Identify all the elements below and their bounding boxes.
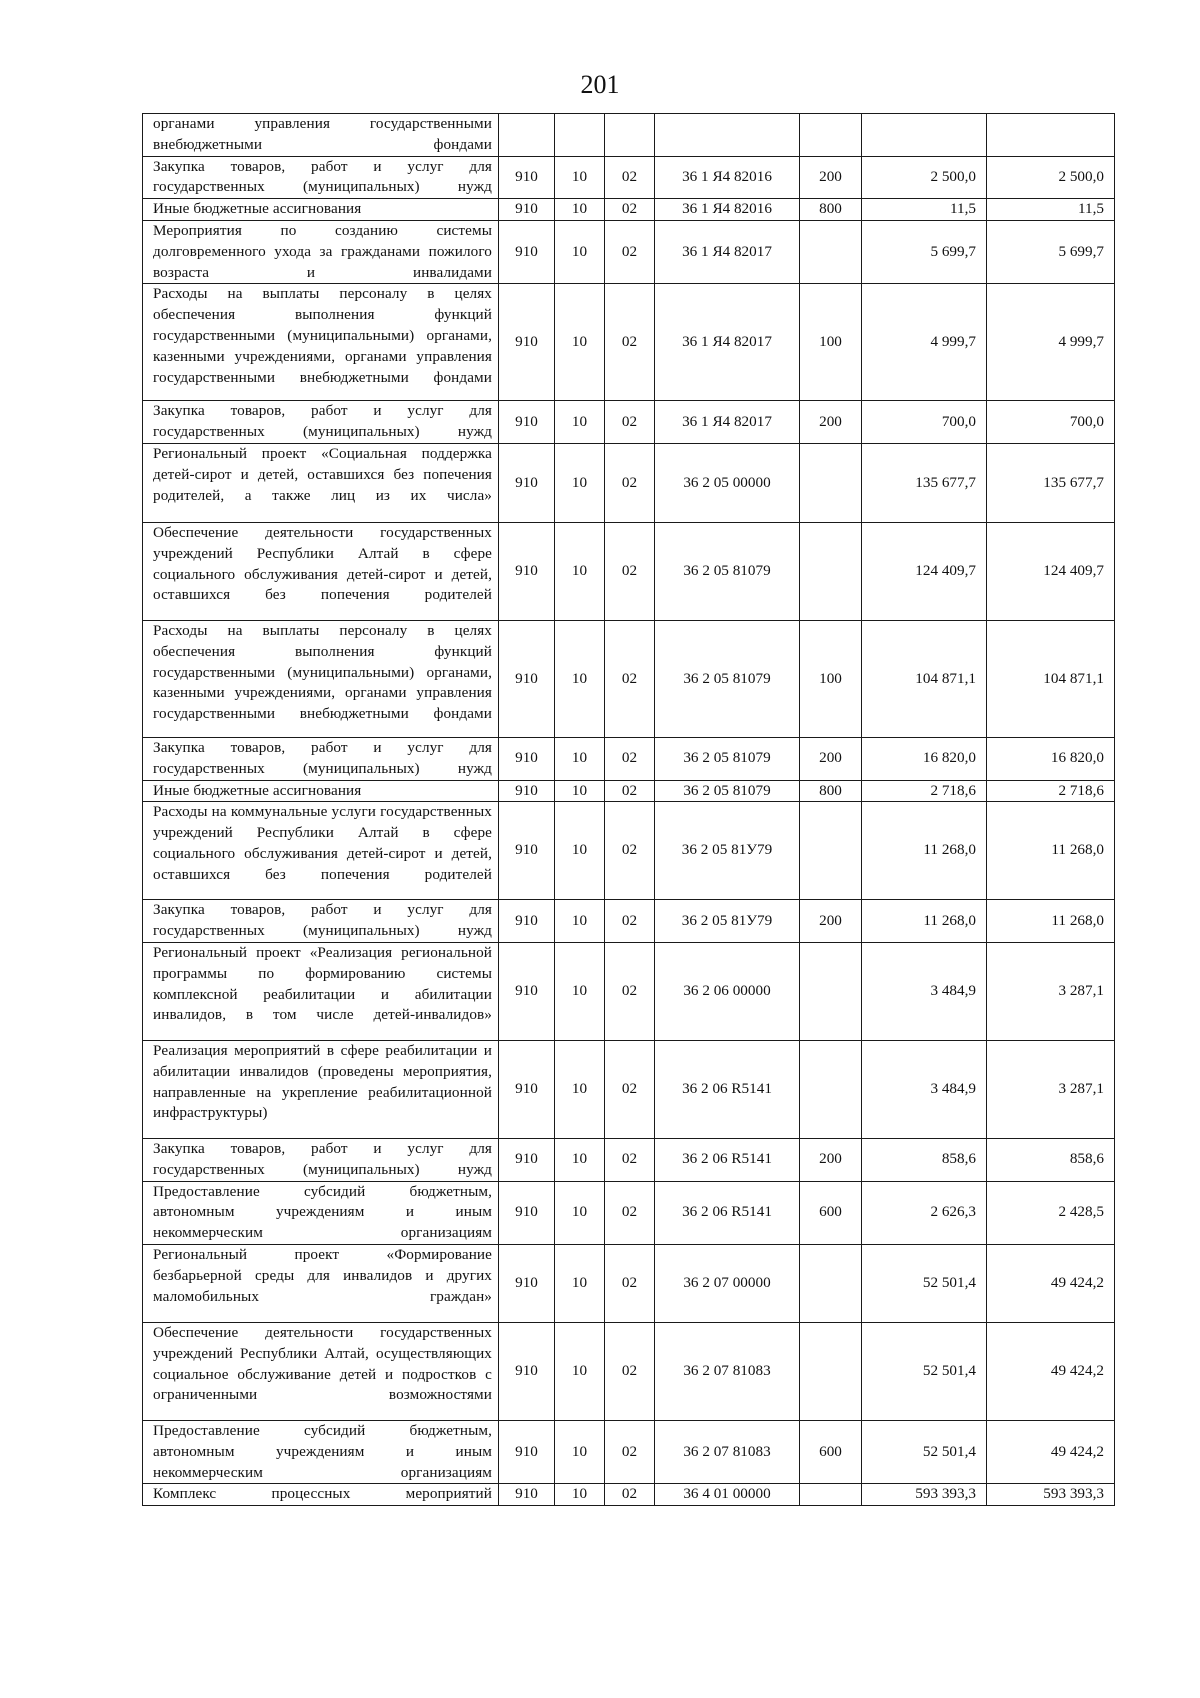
table-row bbox=[143, 802, 1115, 900]
row-target-article: 36 2 07 81083 bbox=[655, 1322, 800, 1420]
row-amount-year-2: 104 871,1 bbox=[987, 620, 1115, 737]
row-target-article: 36 2 05 81079 bbox=[655, 780, 800, 802]
row-expense-type: 600 bbox=[800, 1420, 862, 1483]
row-subsection-code: 02 bbox=[605, 401, 655, 444]
row-description: Закупка товаров, работ и услуг для государственных (муниципальных) нужд bbox=[143, 1138, 499, 1181]
row-description: Комплекс процессных мероприятий bbox=[143, 1484, 499, 1506]
budget-table bbox=[142, 113, 1115, 1506]
row-amount-year-2: 700,0 bbox=[987, 401, 1115, 444]
row-ministry-code: 910 bbox=[499, 522, 555, 620]
row-expense-type: 800 bbox=[800, 199, 862, 221]
row-ministry-code: 910 bbox=[499, 737, 555, 780]
row-amount-year-2: 4 999,7 bbox=[987, 284, 1115, 401]
row-expense-type bbox=[800, 443, 862, 522]
row-amount-year-1: 11,5 bbox=[862, 199, 987, 221]
row-description: Предоставление субсидий бюджетным, автономным учреждениям и иным некоммерческим организациям bbox=[143, 1181, 499, 1244]
row-ministry-code: 910 bbox=[499, 401, 555, 444]
row-amount-year-1: 5 699,7 bbox=[862, 220, 987, 283]
row-ministry-code: 910 bbox=[499, 780, 555, 802]
row-amount-year-2: 49 424,2 bbox=[987, 1420, 1115, 1483]
row-description: Иные бюджетные ассигнования bbox=[143, 199, 499, 221]
row-amount-year-2: 858,6 bbox=[987, 1138, 1115, 1181]
row-subsection-code: 02 bbox=[605, 1040, 655, 1138]
row-amount-year-2: 11 268,0 bbox=[987, 900, 1115, 943]
table-row bbox=[143, 900, 1115, 943]
row-subsection-code: 02 bbox=[605, 802, 655, 900]
row-description: Мероприятия по созданию системы долговременного ухода за гражданами пожилого возраста и инвалидами bbox=[143, 220, 499, 283]
row-target-article: 36 2 06 R5141 bbox=[655, 1138, 800, 1181]
table-row bbox=[143, 114, 1115, 157]
page-number: 201 bbox=[580, 70, 620, 99]
row-amount-year-1: 52 501,4 bbox=[862, 1244, 987, 1322]
row-target-article: 36 2 05 00000 bbox=[655, 443, 800, 522]
row-description: органами управления государственными внебюджетными фондами bbox=[143, 114, 499, 157]
row-target-article: 36 4 01 00000 bbox=[655, 1484, 800, 1506]
row-ministry-code: 910 bbox=[499, 1181, 555, 1244]
row-target-article: 36 1 Я4 82017 bbox=[655, 220, 800, 283]
row-ministry-code: 910 bbox=[499, 1138, 555, 1181]
row-subsection-code: 02 bbox=[605, 220, 655, 283]
row-expense-type bbox=[800, 942, 862, 1040]
row-expense-type: 200 bbox=[800, 401, 862, 444]
row-subsection-code: 02 bbox=[605, 780, 655, 802]
table-body bbox=[143, 114, 1115, 1506]
row-expense-type: 600 bbox=[800, 1181, 862, 1244]
row-expense-type: 800 bbox=[800, 780, 862, 802]
row-expense-type: 100 bbox=[800, 284, 862, 401]
row-description: Расходы на выплаты персоналу в целях обеспечения выполнения функций государственными (муниципальными) органами, казенными учреждениями, органами управления государственными внебюджетными фондами bbox=[143, 620, 499, 737]
row-section-code: 10 bbox=[555, 401, 605, 444]
row-amount-year-1: 858,6 bbox=[862, 1138, 987, 1181]
table-row bbox=[143, 1040, 1115, 1138]
row-subsection-code: 02 bbox=[605, 1244, 655, 1322]
row-expense-type bbox=[800, 1322, 862, 1420]
row-amount-year-1: 2 626,3 bbox=[862, 1181, 987, 1244]
row-expense-type: 200 bbox=[800, 156, 862, 199]
row-ministry-code: 910 bbox=[499, 1040, 555, 1138]
row-expense-type bbox=[800, 522, 862, 620]
row-section-code: 10 bbox=[555, 1322, 605, 1420]
row-expense-type bbox=[800, 1244, 862, 1322]
row-section-code: 10 bbox=[555, 522, 605, 620]
row-target-article: 36 2 07 81083 bbox=[655, 1420, 800, 1483]
row-amount-year-2: 2 428,5 bbox=[987, 1181, 1115, 1244]
table-row bbox=[143, 401, 1115, 444]
row-target-article: 36 1 Я4 82017 bbox=[655, 401, 800, 444]
row-amount-year-1: 135 677,7 bbox=[862, 443, 987, 522]
row-subsection-code: 02 bbox=[605, 284, 655, 401]
row-amount-year-2: 11,5 bbox=[987, 199, 1115, 221]
table-row bbox=[143, 443, 1115, 522]
row-ministry-code: 910 bbox=[499, 443, 555, 522]
row-ministry-code: 910 bbox=[499, 1484, 555, 1506]
row-amount-year-1: 593 393,3 bbox=[862, 1484, 987, 1506]
row-subsection-code: 02 bbox=[605, 522, 655, 620]
row-amount-year-2: 135 677,7 bbox=[987, 443, 1115, 522]
row-section-code: 10 bbox=[555, 620, 605, 737]
row-amount-year-1: 104 871,1 bbox=[862, 620, 987, 737]
row-ministry-code: 910 bbox=[499, 1420, 555, 1483]
row-description: Закупка товаров, работ и услуг для государственных (муниципальных) нужд bbox=[143, 900, 499, 943]
row-target-article: 36 2 06 R5141 bbox=[655, 1181, 800, 1244]
row-expense-type: 200 bbox=[800, 900, 862, 943]
table-row bbox=[143, 199, 1115, 221]
row-amount-year-1: 16 820,0 bbox=[862, 737, 987, 780]
row-expense-type bbox=[800, 1484, 862, 1506]
row-section-code: 10 bbox=[555, 780, 605, 802]
row-ministry-code: 910 bbox=[499, 284, 555, 401]
row-section-code: 10 bbox=[555, 199, 605, 221]
row-target-article: 36 1 Я4 82016 bbox=[655, 199, 800, 221]
row-section-code: 10 bbox=[555, 900, 605, 943]
row-section-code: 10 bbox=[555, 942, 605, 1040]
row-ministry-code: 910 bbox=[499, 199, 555, 221]
row-ministry-code: 910 bbox=[499, 900, 555, 943]
table-row bbox=[143, 156, 1115, 199]
row-ministry-code: 910 bbox=[499, 802, 555, 900]
row-ministry-code: 910 bbox=[499, 1322, 555, 1420]
row-subsection-code: 02 bbox=[605, 199, 655, 221]
row-target-article: 36 2 05 81079 bbox=[655, 620, 800, 737]
row-amount-year-1: 11 268,0 bbox=[862, 802, 987, 900]
row-description: Расходы на выплаты персоналу в целях обеспечения выполнения функций государственными (муниципальными) органами, казенными учреждениями, органами управления государственными внебюджетными фондами bbox=[143, 284, 499, 401]
table-row bbox=[143, 522, 1115, 620]
row-expense-type: 100 bbox=[800, 620, 862, 737]
row-section-code: 10 bbox=[555, 443, 605, 522]
row-amount-year-1: 2 718,6 bbox=[862, 780, 987, 802]
row-amount-year-2: 3 287,1 bbox=[987, 942, 1115, 1040]
row-section-code: 10 bbox=[555, 1040, 605, 1138]
row-description: Закупка товаров, работ и услуг для государственных (муниципальных) нужд bbox=[143, 401, 499, 444]
row-subsection-code: 02 bbox=[605, 900, 655, 943]
row-ministry-code: 910 bbox=[499, 156, 555, 199]
row-description: Закупка товаров, работ и услуг для государственных (муниципальных) нужд bbox=[143, 156, 499, 199]
row-section-code: 10 bbox=[555, 220, 605, 283]
row-target-article: 36 2 05 81079 bbox=[655, 737, 800, 780]
row-section-code: 10 bbox=[555, 1244, 605, 1322]
table-row bbox=[143, 284, 1115, 401]
row-section-code: 10 bbox=[555, 156, 605, 199]
row-subsection-code: 02 bbox=[605, 156, 655, 199]
row-description: Расходы на коммунальные услуги государственных учреждений Республики Алтай в сфере социального обслуживания детей-сирот и детей, оставшихся без попечения родителей bbox=[143, 802, 499, 900]
row-section-code: 10 bbox=[555, 1420, 605, 1483]
row-section-code: 10 bbox=[555, 737, 605, 780]
row-amount-year-1: 700,0 bbox=[862, 401, 987, 444]
row-amount-year-2: 3 287,1 bbox=[987, 1040, 1115, 1138]
row-description: Иные бюджетные ассигнования bbox=[143, 780, 499, 802]
row-section-code: 10 bbox=[555, 284, 605, 401]
row-subsection-code: 02 bbox=[605, 1181, 655, 1244]
row-amount-year-1: 52 501,4 bbox=[862, 1322, 987, 1420]
row-amount-year-2: 2 500,0 bbox=[987, 156, 1115, 199]
row-target-article: 36 2 05 81079 bbox=[655, 522, 800, 620]
row-description: Региональный проект «Реализация региональной программы по формированию системы комплексной реабилитации и абилитации инвалидов, в том числе детей-инвалидов» bbox=[143, 942, 499, 1040]
table-row bbox=[143, 1138, 1115, 1181]
row-subsection-code: 02 bbox=[605, 443, 655, 522]
row-ministry-code: 910 bbox=[499, 1244, 555, 1322]
row-target-article: 36 1 Я4 82016 bbox=[655, 156, 800, 199]
row-expense-type: 200 bbox=[800, 1138, 862, 1181]
row-target-article: 36 1 Я4 82017 bbox=[655, 284, 800, 401]
row-section-code: 10 bbox=[555, 1181, 605, 1244]
row-description: Предоставление субсидий бюджетным, автономным учреждениям и иным некоммерческим организациям bbox=[143, 1420, 499, 1483]
row-description: Региональный проект «Формирование безбарьерной среды для инвалидов и других маломобильных граждан» bbox=[143, 1244, 499, 1322]
table-row bbox=[143, 780, 1115, 802]
row-amount-year-2: 5 699,7 bbox=[987, 220, 1115, 283]
row-description: Закупка товаров, работ и услуг для государственных (муниципальных) нужд bbox=[143, 737, 499, 780]
row-target-article: 36 2 05 81У79 bbox=[655, 802, 800, 900]
row-subsection-code: 02 bbox=[605, 620, 655, 737]
table-row bbox=[143, 1420, 1115, 1483]
row-amount-year-2: 49 424,2 bbox=[987, 1322, 1115, 1420]
row-subsection-code: 02 bbox=[605, 942, 655, 1040]
row-expense-type: 200 bbox=[800, 737, 862, 780]
row-amount-year-1: 2 500,0 bbox=[862, 156, 987, 199]
row-target-article: 36 2 07 00000 bbox=[655, 1244, 800, 1322]
row-target-article: 36 2 06 00000 bbox=[655, 942, 800, 1040]
row-target-article: 36 2 06 R5141 bbox=[655, 1040, 800, 1138]
row-subsection-code: 02 bbox=[605, 1138, 655, 1181]
row-target-article: 36 2 05 81У79 bbox=[655, 900, 800, 943]
row-amount-year-1: 11 268,0 bbox=[862, 900, 987, 943]
row-ministry-code: 910 bbox=[499, 620, 555, 737]
row-ministry-code bbox=[499, 114, 555, 157]
row-expense-type bbox=[800, 1040, 862, 1138]
row-amount-year-2: 124 409,7 bbox=[987, 522, 1115, 620]
row-expense-type bbox=[800, 802, 862, 900]
row-description: Реализация мероприятий в сфере реабилитации и абилитации инвалидов (проведены мероприятия, направленные на укрепление реабилитационной инфраструктуры) bbox=[143, 1040, 499, 1138]
row-description: Обеспечение деятельности государственных учреждений Республики Алтай, осуществляющих социальное обслуживание детей и подростков с ограниченными возможностями bbox=[143, 1322, 499, 1420]
row-section-code bbox=[555, 114, 605, 157]
row-section-code: 10 bbox=[555, 1138, 605, 1181]
row-amount-year-1: 3 484,9 bbox=[862, 1040, 987, 1138]
row-target-article bbox=[655, 114, 800, 157]
row-ministry-code: 910 bbox=[499, 942, 555, 1040]
table-row bbox=[143, 1484, 1115, 1506]
row-subsection-code: 02 bbox=[605, 1322, 655, 1420]
row-section-code: 10 bbox=[555, 802, 605, 900]
row-ministry-code: 910 bbox=[499, 220, 555, 283]
table-row bbox=[143, 1322, 1115, 1420]
row-subsection-code: 02 bbox=[605, 737, 655, 780]
row-expense-type bbox=[800, 220, 862, 283]
row-amount-year-2: 593 393,3 bbox=[987, 1484, 1115, 1506]
row-section-code: 10 bbox=[555, 1484, 605, 1506]
row-amount-year-2: 49 424,2 bbox=[987, 1244, 1115, 1322]
row-amount-year-2: 11 268,0 bbox=[987, 802, 1115, 900]
row-expense-type bbox=[800, 114, 862, 157]
table-row bbox=[143, 1244, 1115, 1322]
table-row bbox=[143, 737, 1115, 780]
table-row bbox=[143, 220, 1115, 283]
row-amount-year-2: 16 820,0 bbox=[987, 737, 1115, 780]
row-amount-year-1: 4 999,7 bbox=[862, 284, 987, 401]
table-row bbox=[143, 942, 1115, 1040]
row-amount-year-1: 124 409,7 bbox=[862, 522, 987, 620]
row-amount-year-1: 3 484,9 bbox=[862, 942, 987, 1040]
table-row bbox=[143, 1181, 1115, 1244]
row-subsection-code bbox=[605, 114, 655, 157]
table-row bbox=[143, 620, 1115, 737]
row-amount-year-2: 2 718,6 bbox=[987, 780, 1115, 802]
row-description: Региональный проект «Социальная поддержка детей-сирот и детей, оставшихся без попечения родителей, а также лиц из их числа» bbox=[143, 443, 499, 522]
row-amount-year-1: 52 501,4 bbox=[862, 1420, 987, 1483]
row-subsection-code: 02 bbox=[605, 1420, 655, 1483]
row-description: Обеспечение деятельности государственных учреждений Республики Алтай в сфере социального обслуживания детей-сирот и детей, оставшихся без попечения родителей bbox=[143, 522, 499, 620]
row-amount-year-2 bbox=[987, 114, 1115, 157]
row-amount-year-1 bbox=[862, 114, 987, 157]
row-subsection-code: 02 bbox=[605, 1484, 655, 1506]
